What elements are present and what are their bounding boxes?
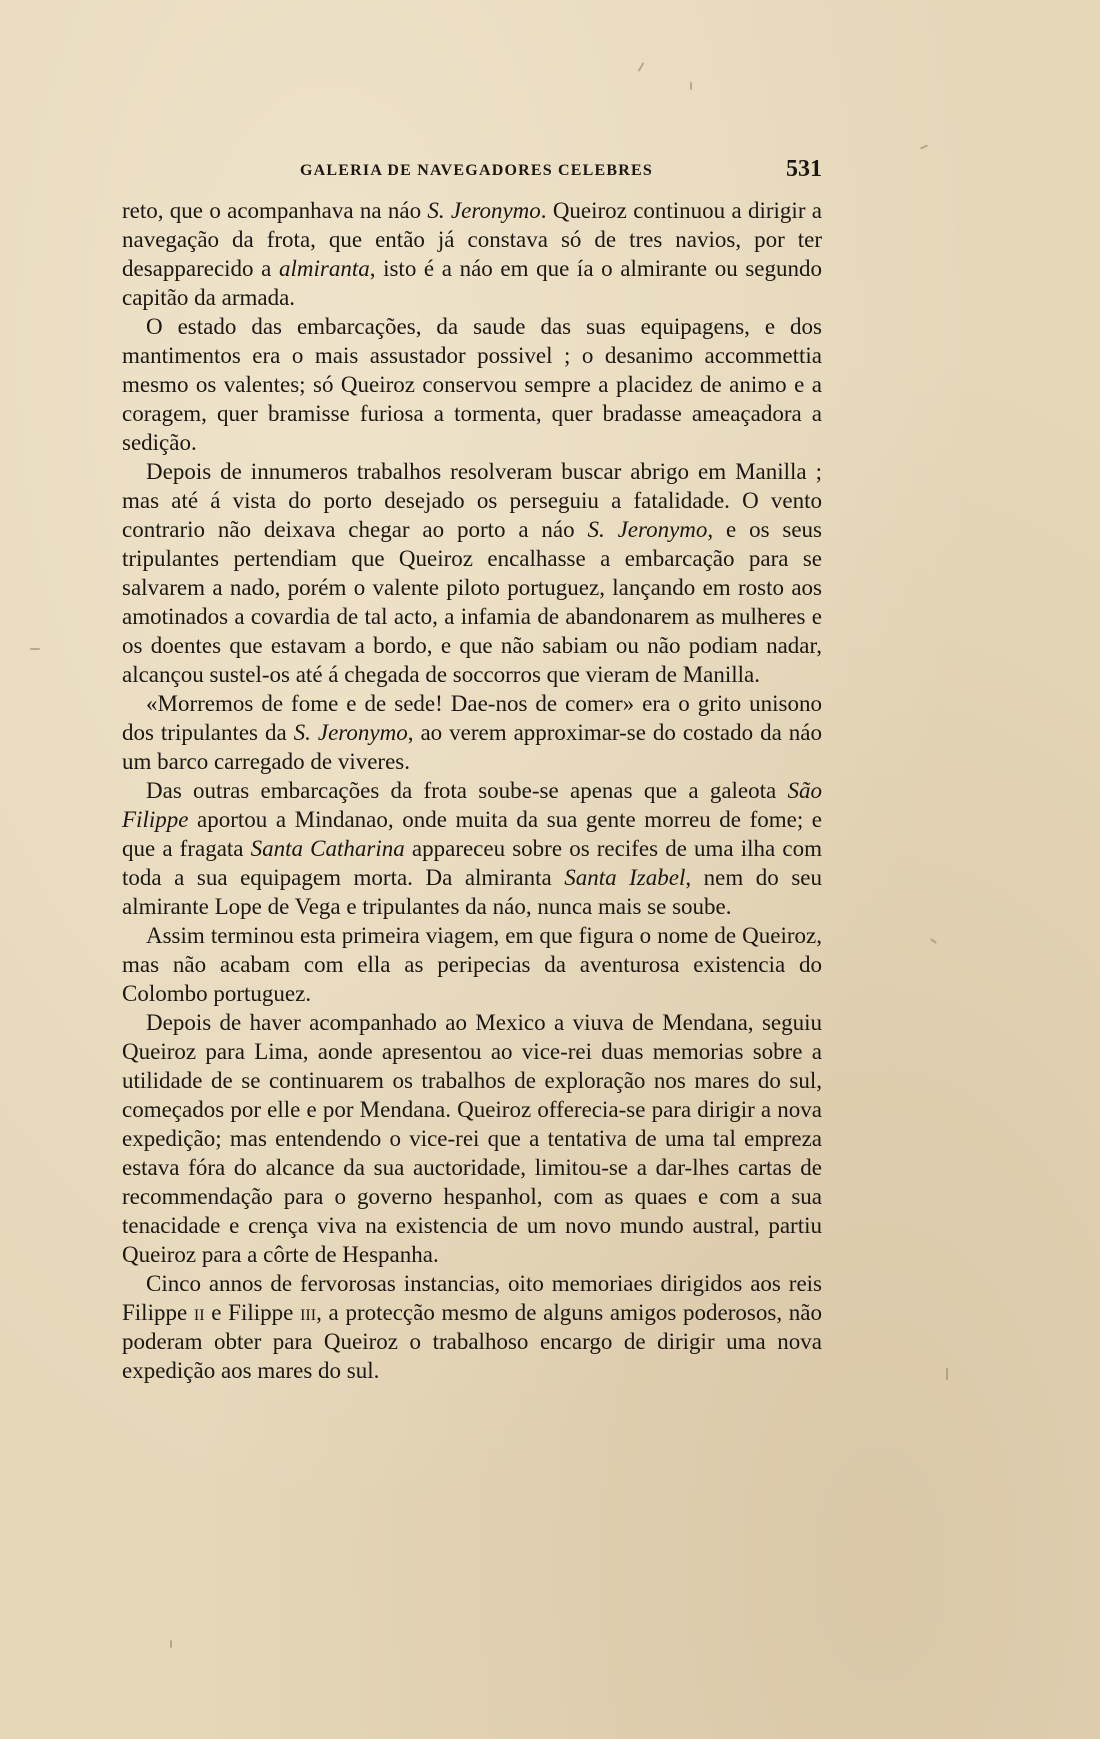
- italic-text: S. Jeronymo: [587, 517, 708, 542]
- paragraph: [122, 776, 822, 921]
- text-run: , e os seus tripulantes pertendiam que Queiroz encalhasse a embarcação para se salvarem a nado, porém o valente piloto portuguez, lançando em rosto aos amotinados a covardia de tal acto, a infamia de abandonarem as mulheres e os doentes que estavam a bordo, e que não sabiam ou não podiam nadar, alcançou sustel-os até á chegada de soccorros que vieram de Manilla.: [122, 517, 822, 687]
- text-run: , ao verem approximar-se do costado da náo um barco carregado de viveres.: [122, 720, 822, 774]
- paper-speck: [638, 62, 645, 72]
- paragraph: [122, 689, 822, 776]
- text-run: reto, que o acompanhava na náo: [122, 198, 428, 223]
- text-run: Das outras embarcações da frota soube-se apenas que a galeota: [146, 778, 788, 803]
- paragraph: [122, 921, 822, 1008]
- text-run: «Morremos de fome e de sede! Dae-nos de comer» era o grito unisono dos tripulantes da: [122, 691, 822, 745]
- text-run: , isto é a náo em que ía o almirante ou segundo capitão da armada.: [122, 256, 822, 310]
- text-run: Depois de innumeros trabalhos resolveram buscar abrigo em Manilla ; mas até á vista do porto desejado os perseguiu a fatalidade. O vento contrario não deixava chegar ao porto a náo: [122, 459, 822, 542]
- text-run: Assim terminou esta primeira viagem, em que figura o nome de Queiroz, mas não acabam com ella as peripecias da aventurosa existencia do Colombo portuguez.: [122, 923, 822, 1006]
- italic-text: S. Jeronymo: [293, 720, 408, 745]
- paper-speck: [930, 938, 937, 944]
- running-title: GALERIA DE NAVEGADORES CELEBRES: [300, 162, 653, 179]
- text-run: aportou a Mindanao, onde muita da sua gente morreu de fome; e que a fragata: [122, 807, 822, 861]
- paper-speck: [690, 82, 692, 90]
- body-text: [122, 196, 822, 1385]
- italic-text: S. Jeronymo: [427, 198, 541, 223]
- page-number: 531: [786, 156, 822, 182]
- italic-text: São Filippe: [122, 778, 822, 832]
- text-run: appareceu sobre os recifes de uma ilha com toda a sua equipagem morta. Da almiranta: [122, 836, 822, 890]
- paragraph: [122, 457, 822, 689]
- text-run: O estado das embarcações, da saude das suas equipagens, e dos mantimentos era o mais assustador possivel ; o desanimo accommettia mesmo os valentes; só Queiroz conservou sempre a placidez de animo e a coragem, quer bramisse furiosa a tormenta, quer bradasse ameaçadora a sedição.: [122, 314, 822, 455]
- paper-speck: [170, 1640, 172, 1648]
- paper-speck: [30, 648, 40, 650]
- text-run: , nem do seu almirante Lope de Vega e tripulantes da náo, nunca mais se soube.: [122, 865, 822, 919]
- paragraph: [122, 1008, 822, 1269]
- roman-numeral: iii: [300, 1300, 317, 1325]
- running-head: [122, 156, 822, 186]
- text-run: , a protecção mesmo de alguns amigos poderosos, não poderam obter para Queiroz o trabalhoso encargo de dirigir uma nova expedição aos mares do sul.: [122, 1300, 822, 1383]
- text-run: . Queiroz continuou a dirigir a navegação da frota, que então já constava só de tres navios, por ter desapparecido a: [122, 198, 822, 281]
- paper-speck: [946, 1368, 948, 1380]
- text-run: e Filippe: [204, 1300, 301, 1325]
- text-run: Cinco annos de fervorosas instancias, oito memoriaes dirigidos aos reis Filippe: [122, 1271, 822, 1325]
- italic-text: almiranta: [278, 256, 370, 281]
- roman-numeral: ii: [193, 1300, 205, 1325]
- paragraph: [122, 312, 822, 457]
- italic-text: Santa Izabel: [564, 865, 686, 890]
- text-run: Depois de haver acompanhado ao Mexico a viuva de Mendana, seguiu Queiroz para Lima, aonde apresentou ao vice-rei duas memorias sobre a utilidade de se continuarem os trabalhos de exploração nos mares do sul, começados por elle e por Mendana. Queiroz offerecia-se para dirigir a nova expedição; mas entendendo o vice-rei que a tentativa de uma tal empreza estava fóra do alcance da sua auctoridade, limitou-se a dar-lhes cartas de recommendação para o governo hespanhol, com as quaes e com a sua tenacidade e crença viva na existencia de um novo mundo austral, partiu Queiroz para a côrte de Hespanha.: [122, 1010, 822, 1267]
- italic-text: Santa Catharina: [250, 836, 405, 861]
- paragraph: [122, 1269, 822, 1385]
- paper-speck: [920, 144, 928, 149]
- paragraph: [122, 196, 822, 312]
